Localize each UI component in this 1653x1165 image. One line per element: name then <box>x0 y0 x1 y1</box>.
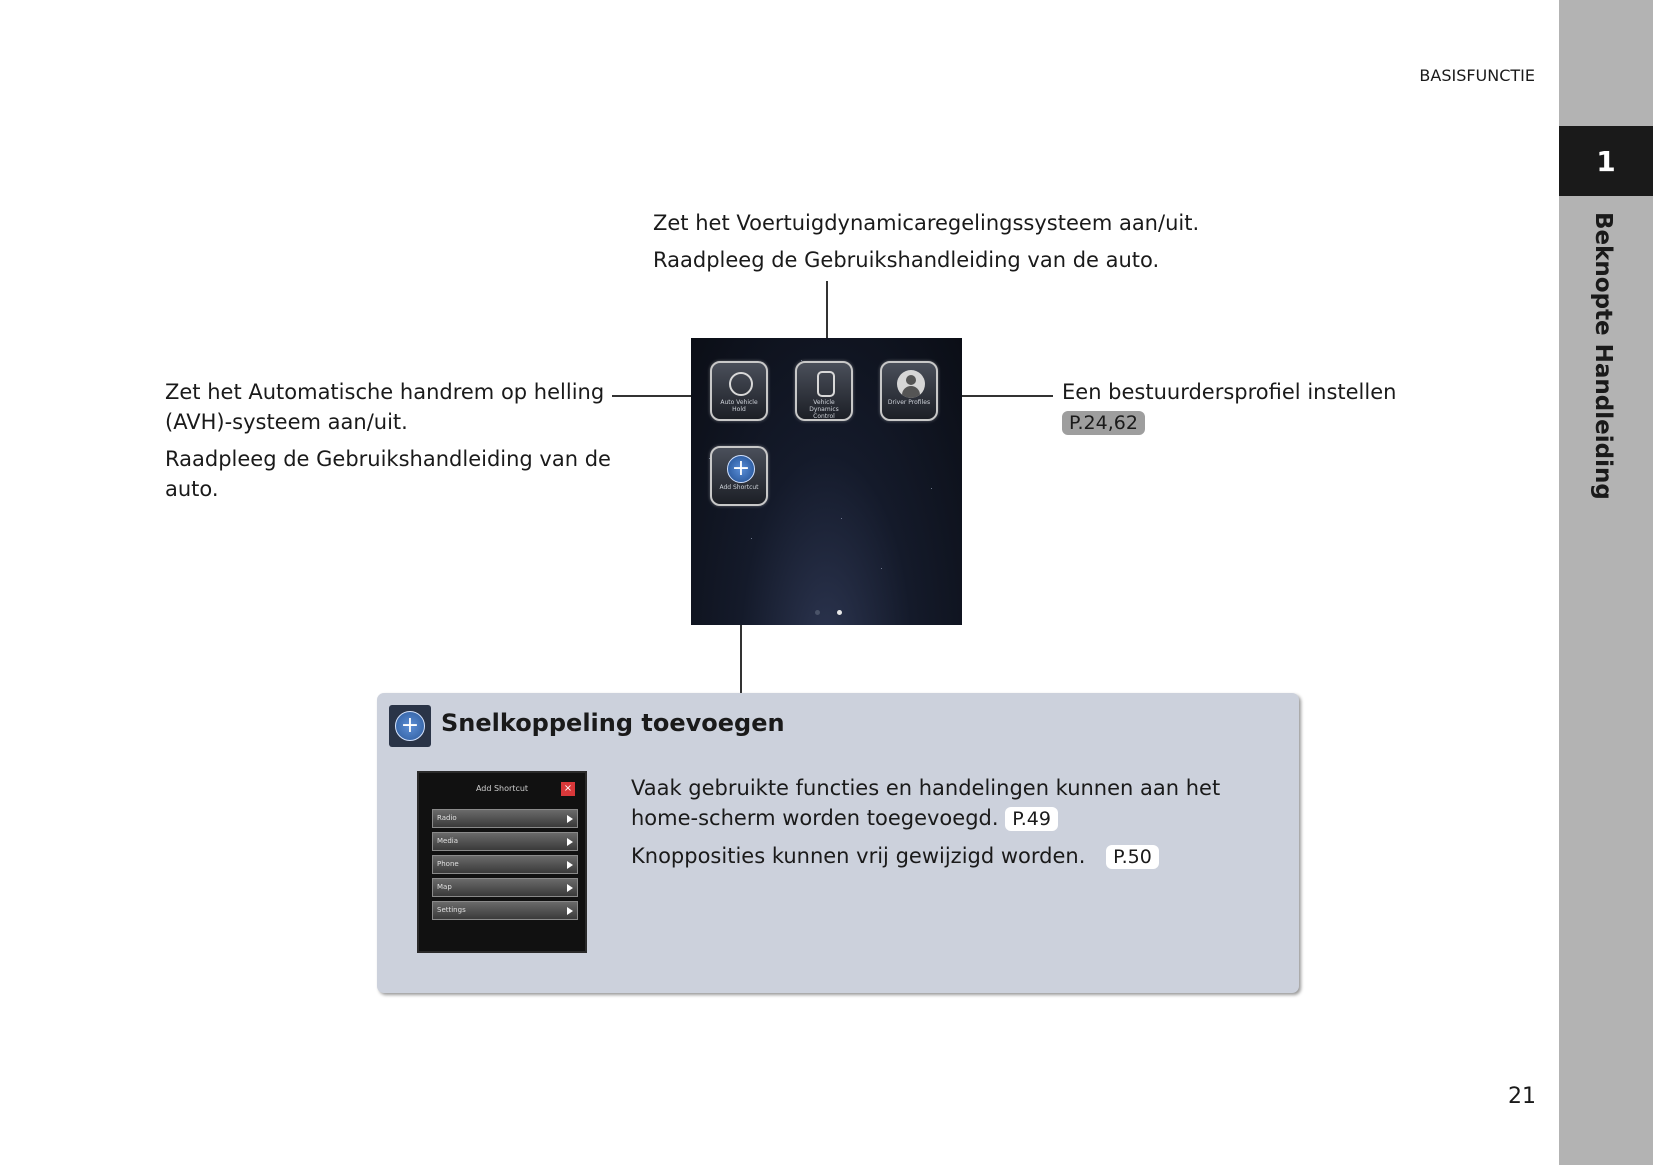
page-indicator <box>815 610 845 616</box>
home-screen-screenshot <box>691 338 962 625</box>
page-ref-badge[interactable]: P.24,62 <box>1062 411 1145 435</box>
add-shortcut-menu-screenshot <box>417 771 587 953</box>
app-label: Add Shortcut <box>719 484 759 491</box>
menu-header <box>419 773 585 807</box>
arrow-right-icon <box>567 907 573 915</box>
page-dot[interactable] <box>815 610 820 615</box>
menu-item[interactable] <box>432 855 578 874</box>
arrow-right-icon <box>567 884 573 892</box>
add-shortcut-button[interactable] <box>710 446 768 506</box>
callout-top-line1: Zet het Voertuigdynamicaregelingssysteem aan/uit. <box>653 211 1200 235</box>
app-label: Vehicle Dynamics Control <box>809 399 839 420</box>
vehicle-dynamics-button[interactable] <box>795 361 853 421</box>
callout-left-para2: Raadpleeg de Gebruikshandleiding van de auto. <box>165 447 611 501</box>
app-label: Auto Vehicle Hold <box>720 399 758 413</box>
add-shortcut-icon: + <box>395 711 425 741</box>
vehicle-dynamics-icon <box>817 371 835 397</box>
auto-hold-icon <box>729 372 753 396</box>
menu-title: Add Shortcut <box>475 784 529 793</box>
menu-item-label: Radio <box>437 814 457 822</box>
callout-right-text: Een bestuurdersprofiel instellen <box>1062 380 1397 404</box>
menu-item[interactable] <box>432 901 578 920</box>
driver-profile-button[interactable] <box>880 361 938 421</box>
info-title: Snelkoppeling toevoegen <box>441 709 785 737</box>
info-line2-text: Knopposities kunnen vrij gewijzigd worden. <box>631 844 1086 868</box>
info-line1-text: Vaak gebruikte functies en handelingen kunnen aan het home-scherm worden toegevoegd. <box>631 776 1221 830</box>
menu-item[interactable] <box>432 878 578 897</box>
section-header: BASISFUNCTIE <box>1419 66 1535 85</box>
callout-driver-profile <box>1062 377 1396 437</box>
info-line1 <box>631 773 1271 833</box>
chapter-title-wrap <box>1586 212 1616 500</box>
chapter-title: Beknopte Handleiding <box>1590 212 1616 500</box>
page-number: 21 <box>1508 1084 1536 1109</box>
chapter-number: 1 <box>1596 144 1616 178</box>
page-ref-badge[interactable]: P.49 <box>1005 807 1058 831</box>
add-shortcut-badge <box>389 705 431 747</box>
page-dot-active[interactable] <box>837 610 842 615</box>
arrow-right-icon <box>567 838 573 846</box>
callout-left-para1: Zet het Automatische handrem op helling (AVH)-systeem aan/uit. <box>165 380 605 434</box>
close-icon[interactable]: × <box>561 782 575 796</box>
app-label: Driver Profiles <box>887 399 931 406</box>
driver-profile-icon <box>897 370 925 398</box>
info-box <box>377 693 1299 993</box>
menu-item-label: Map <box>437 883 452 891</box>
callout-vehicle-dynamics <box>653 208 1199 282</box>
menu-item[interactable] <box>432 832 578 851</box>
menu-item-label: Media <box>437 837 459 845</box>
info-line2 <box>631 841 1271 871</box>
callout-top-line2: Raadpleeg de Gebruikshandleiding van de auto. <box>653 248 1160 272</box>
callout-auto-hold <box>165 377 625 511</box>
page-ref-badge[interactable]: P.50 <box>1106 845 1159 869</box>
info-text <box>631 773 1271 879</box>
chapter-tab <box>1559 126 1653 196</box>
arrow-right-icon <box>567 861 573 869</box>
menu-item-label: Phone <box>437 860 459 868</box>
add-shortcut-icon: + <box>727 455 755 483</box>
auto-hold-button[interactable] <box>710 361 768 421</box>
menu-item-label: Settings <box>437 906 466 914</box>
arrow-right-icon <box>567 815 573 823</box>
menu-item[interactable] <box>432 809 578 828</box>
